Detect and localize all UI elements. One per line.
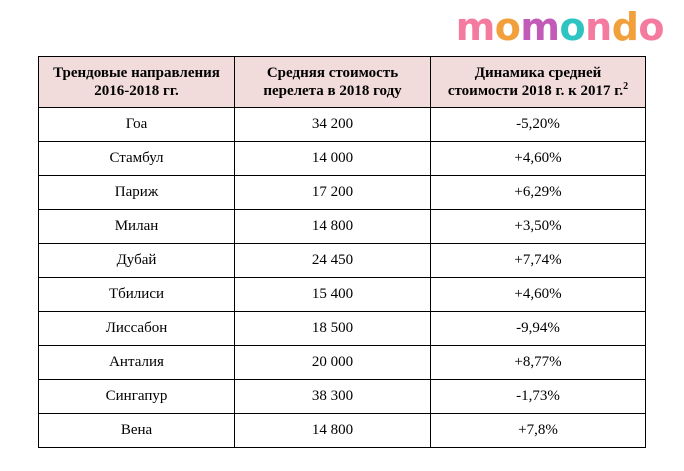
cell-price: 38 300	[235, 380, 431, 414]
logo-letter: o	[559, 5, 586, 49]
header-avg-price-line1: Средняя стоимость	[266, 65, 399, 81]
header-row	[39, 57, 646, 108]
logo-letter: m	[455, 5, 495, 49]
cell-price: 18 500	[235, 312, 431, 346]
cell-change: +7,8%	[431, 414, 646, 448]
cell-price: 17 200	[235, 176, 431, 210]
header-destinations-line2: 2016-2018 гг.	[94, 83, 179, 99]
cell-change: +6,29%	[431, 176, 646, 210]
cell-change: -1,73%	[431, 380, 646, 414]
cell-price: 14 800	[235, 414, 431, 448]
cell-city: Париж	[39, 176, 235, 210]
cell-change: +8,77%	[431, 346, 646, 380]
logo-letter: m	[520, 5, 560, 49]
header-dynamics-line1: Динамика средней	[474, 65, 602, 81]
cell-price: 34 200	[235, 108, 431, 142]
table-header	[39, 57, 646, 108]
table-row	[39, 108, 646, 142]
cell-city: Гоа	[39, 108, 235, 142]
table-row	[39, 142, 646, 176]
logo-letter: o	[638, 5, 664, 49]
table-row	[39, 380, 646, 414]
cell-city: Вена	[39, 414, 235, 448]
logo-letter: n	[585, 5, 612, 49]
header-dynamics	[431, 57, 646, 108]
cell-change: +4,60%	[431, 278, 646, 312]
cell-city: Стамбул	[39, 142, 235, 176]
cell-price: 20 000	[235, 346, 431, 380]
table-row	[39, 210, 646, 244]
cell-price: 24 450	[235, 244, 431, 278]
trends-table	[38, 56, 646, 448]
cell-price: 14 800	[235, 210, 431, 244]
header-dynamics-line2: стоимости 2018 г. к 2017 г.	[447, 83, 624, 99]
cell-city: Анталия	[39, 346, 235, 380]
logo-letter: d	[611, 5, 639, 49]
table-row	[39, 312, 646, 346]
cell-change: +7,74%	[431, 244, 646, 278]
header-avg-price	[235, 57, 431, 108]
cell-city: Тбилиси	[39, 278, 235, 312]
logo-text	[455, 5, 664, 49]
cell-change: -9,94%	[431, 312, 646, 346]
table-row	[39, 346, 646, 380]
table-row	[39, 176, 646, 210]
footnote-marker: 2	[623, 81, 629, 92]
cell-city: Милан	[39, 210, 235, 244]
table-body	[39, 108, 646, 448]
cell-price: 14 000	[235, 142, 431, 176]
cell-change: +3,50%	[431, 210, 646, 244]
cell-change: -5,20%	[431, 108, 646, 142]
header-avg-price-line2: перелета в 2018 году	[263, 83, 402, 99]
cell-city: Лиссабон	[39, 312, 235, 346]
table-row	[39, 278, 646, 312]
momondo-logo	[455, 2, 664, 49]
cell-city: Сингапур	[39, 380, 235, 414]
table-row	[39, 414, 646, 448]
header-destinations-line1: Трендовые направления	[53, 65, 220, 81]
table-row	[39, 244, 646, 278]
logo-letter: o	[494, 5, 521, 49]
cell-city: Дубай	[39, 244, 235, 278]
header-destinations	[39, 57, 235, 108]
cell-price: 15 400	[235, 278, 431, 312]
cell-change: +4,60%	[431, 142, 646, 176]
